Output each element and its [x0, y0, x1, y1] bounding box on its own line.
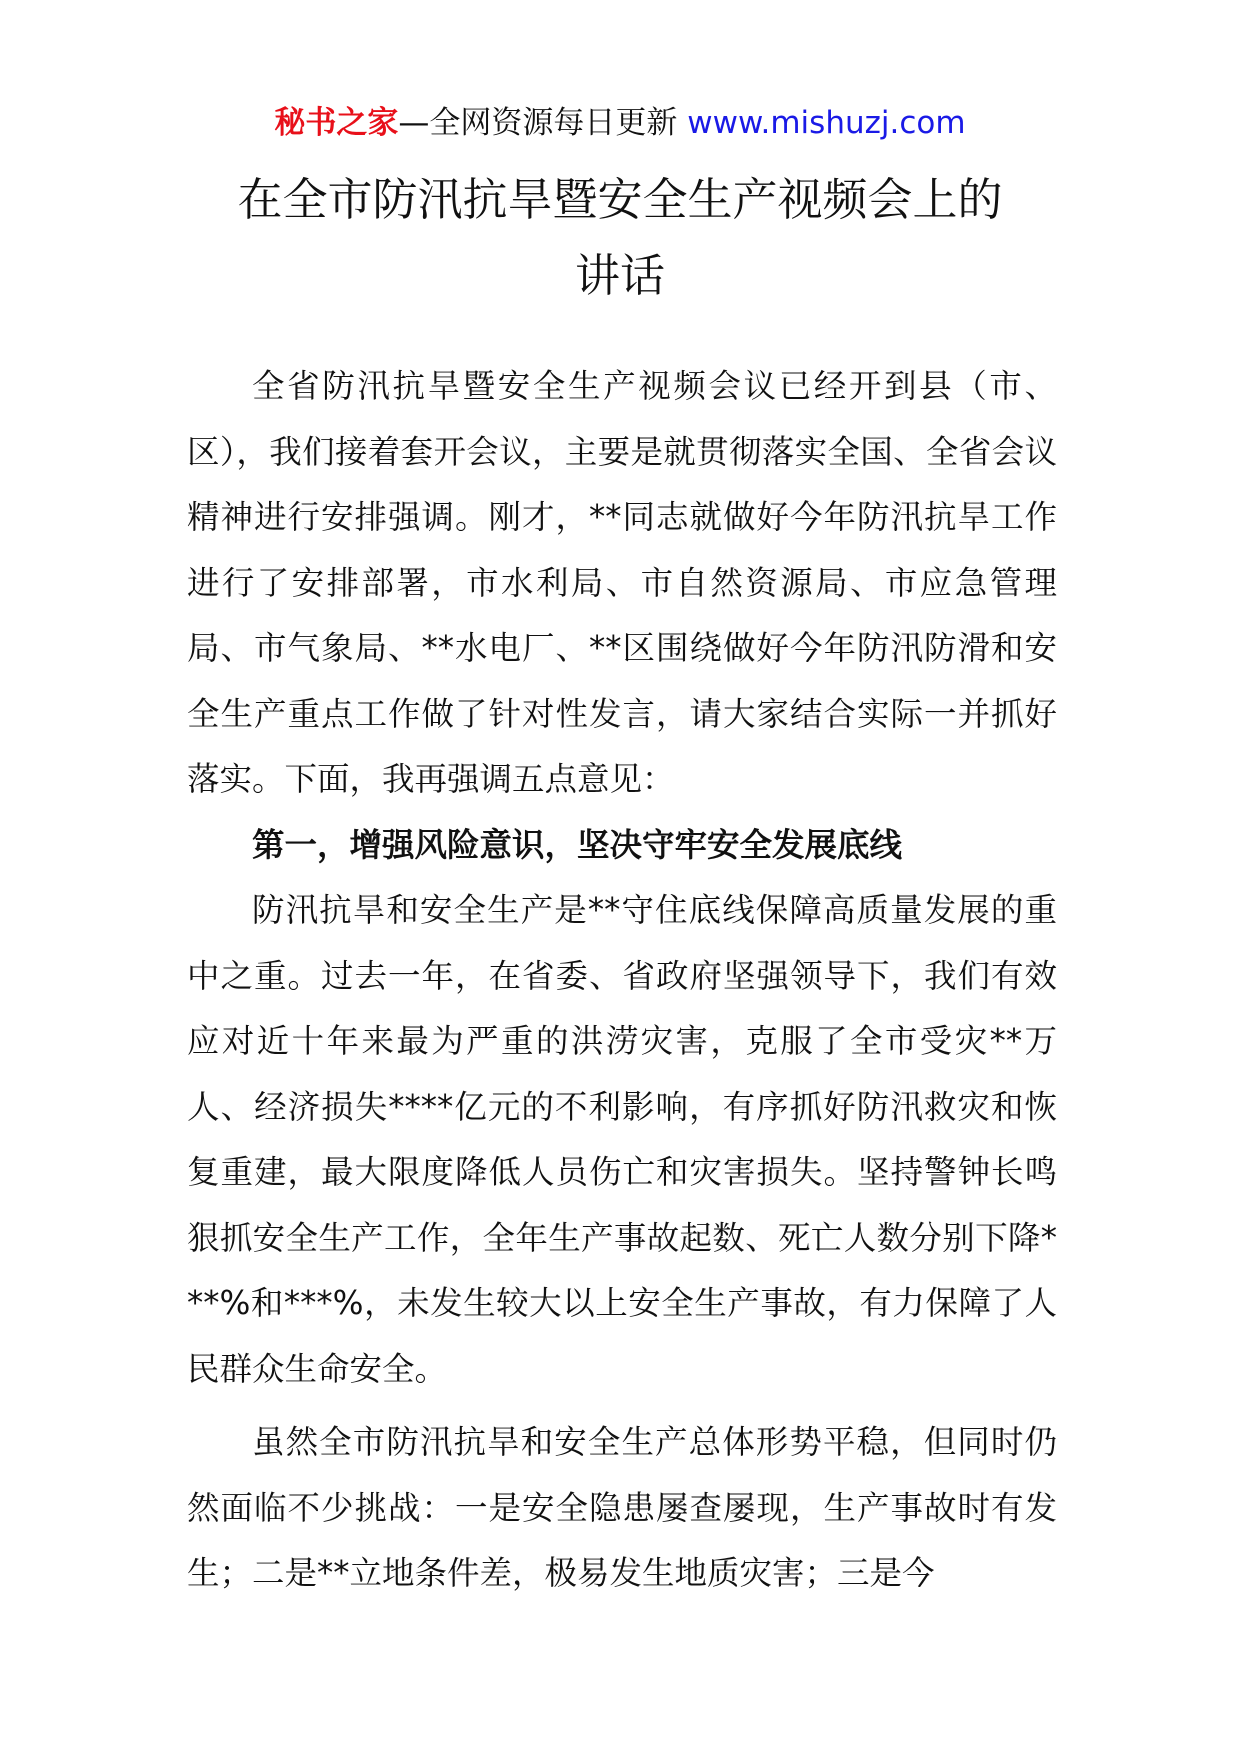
document-body: [187, 354, 1057, 1607]
paragraph-review: 防汛抗旱和安全生产是**守住底线保障高质量发展的重中之重。过去一年，在省委、省政府坚强领导下，我们有效应对近十年来最为严重的洪涝灾害，克服了全市受灾**万人、经济损失****亿元的不利影响，有序抓好防汛救灾和恢复重建，最大限度降低人员伤亡和灾害损失。坚持警钟长鸣狠抓安全生产工作，全年生产事故起数、死亡人数分别下降***%和***%，未发生较大以上安全生产事故，有力保障了人民群众生命安全。: [187, 891, 1057, 1388]
section-heading-first: 第一，增强风险意识，坚决守牢安全发展底线: [252, 825, 903, 864]
title-line-1: 在全市防汛抗旱暨安全生产视频会上的: [237, 173, 1003, 226]
header-slogan: —全网资源每日更新: [398, 105, 688, 141]
title-line-2: 讲话: [574, 249, 665, 302]
brand-name: 秘书之家: [274, 105, 399, 141]
site-header: [0, 100, 1240, 146]
document-title: [0, 162, 1240, 314]
site-url-link[interactable]: www.mishuzj.com: [687, 105, 966, 141]
paragraph-intro: 全省防汛抗旱暨安全生产视频会议已经开到县（市、区），我们接着套开会议，主要是就贯彻落实全国、全省会议精神进行安排强调。刚才，**同志就做好今年防汛抗旱工作进行了安排部署，市水利局、市自然资源局、市应急管理局、市气象局、**水电厂、**区围绕做好今年防汛防滑和安全生产重点工作做了针对性发言，请大家结合实际一并抓好落实。下面，我再强调五点意见：: [187, 367, 1057, 798]
paragraph-challenges: 虽然全市防汛抗旱和安全生产总体形势平稳，但同时仍然面临不少挑战：一是安全隐患屡查屡现，生产事故时有发生；二是**立地条件差，极易发生地质灾害；三是今: [187, 1423, 1057, 1592]
